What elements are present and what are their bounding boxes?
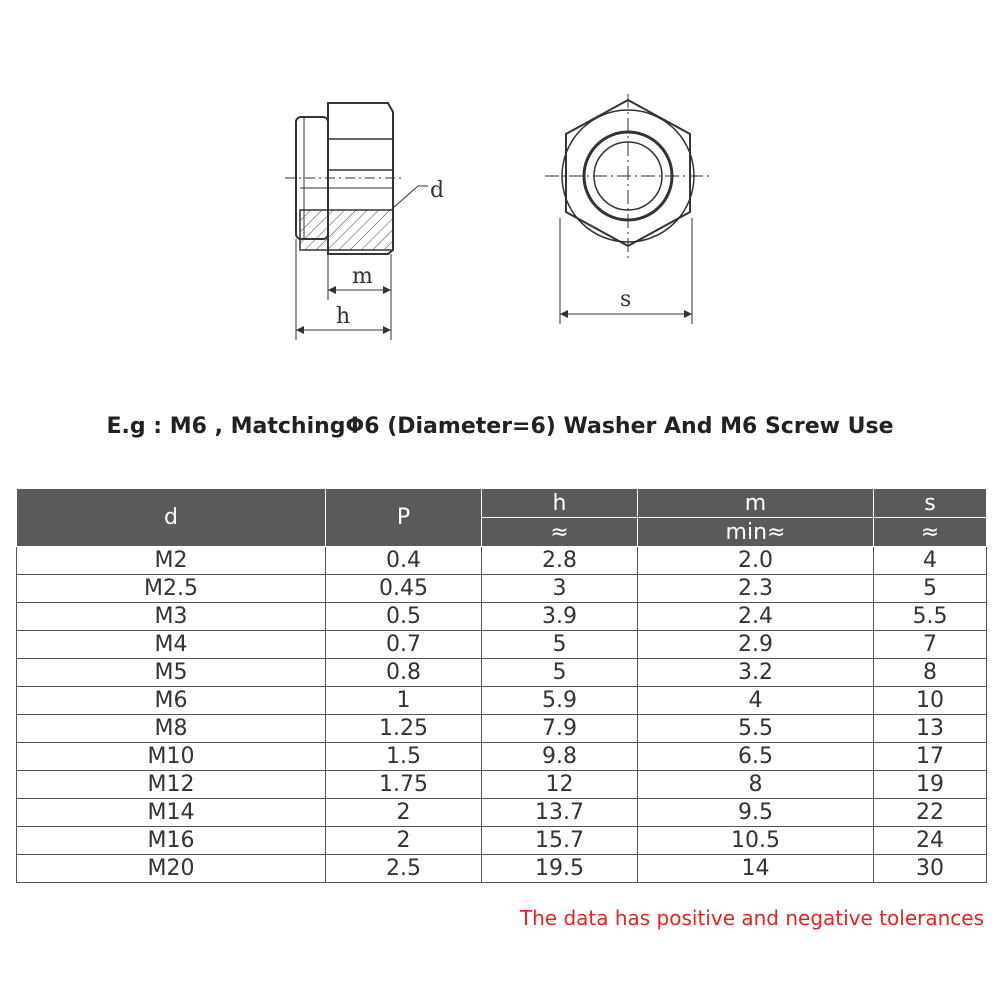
cell-d: M2 — [17, 547, 326, 575]
cell-p: 1.75 — [326, 771, 482, 799]
spec-table-body — [17, 547, 987, 883]
cell-s: 8 — [874, 659, 987, 687]
cell-p: 1 — [326, 687, 482, 715]
cell-h: 9.8 — [482, 743, 638, 771]
cell-p: 0.45 — [326, 575, 482, 603]
table-row — [17, 575, 987, 603]
cell-s: 4 — [874, 547, 987, 575]
cell-h: 2.8 — [482, 547, 638, 575]
cell-s: 10 — [874, 687, 987, 715]
cell-d: M12 — [17, 771, 326, 799]
cell-s: 30 — [874, 855, 987, 883]
cell-h: 7.9 — [482, 715, 638, 743]
cell-m: 2.9 — [638, 631, 874, 659]
table-row — [17, 547, 987, 575]
header-s: s — [874, 489, 987, 518]
cell-s: 24 — [874, 827, 987, 855]
header-h-sub: ≈ — [482, 518, 638, 547]
cell-d: M6 — [17, 687, 326, 715]
table-row — [17, 715, 987, 743]
cell-s: 5.5 — [874, 603, 987, 631]
table-row — [17, 743, 987, 771]
header-p: P — [326, 489, 482, 547]
cell-m: 14 — [638, 855, 874, 883]
cell-p: 1.5 — [326, 743, 482, 771]
cell-h: 15.7 — [482, 827, 638, 855]
header-h: h — [482, 489, 638, 518]
table-row — [17, 799, 987, 827]
cell-p: 2.5 — [326, 855, 482, 883]
cell-s: 22 — [874, 799, 987, 827]
cell-s: 13 — [874, 715, 987, 743]
cell-m: 3.2 — [638, 659, 874, 687]
cell-d: M20 — [17, 855, 326, 883]
table-row — [17, 687, 987, 715]
cell-s: 7 — [874, 631, 987, 659]
cell-p: 2 — [326, 799, 482, 827]
spec-table-header — [17, 489, 987, 547]
cell-d: M8 — [17, 715, 326, 743]
cell-h: 5.9 — [482, 687, 638, 715]
cell-h: 12 — [482, 771, 638, 799]
cell-s: 19 — [874, 771, 987, 799]
cell-p: 2 — [326, 827, 482, 855]
label-s: s — [620, 287, 632, 312]
table-row — [17, 827, 987, 855]
table-row — [17, 603, 987, 631]
header-m-sub: min≈ — [638, 518, 874, 547]
technical-drawing — [0, 0, 1000, 370]
label-d: d — [430, 178, 445, 203]
cell-m: 2.3 — [638, 575, 874, 603]
nut-side-view — [285, 103, 428, 340]
caption: E.g : M6 , MatchingΦ6 (Diameter=6) Washer And M6 Screw Use — [106, 414, 894, 439]
cell-h: 13.7 — [482, 799, 638, 827]
cell-m: 6.5 — [638, 743, 874, 771]
cell-m: 4 — [638, 687, 874, 715]
cell-m: 2.4 — [638, 603, 874, 631]
cell-d: M2.5 — [17, 575, 326, 603]
cell-m: 5.5 — [638, 715, 874, 743]
cell-p: 0.7 — [326, 631, 482, 659]
cell-p: 0.5 — [326, 603, 482, 631]
cell-h: 3 — [482, 575, 638, 603]
table-row — [17, 631, 987, 659]
header-d: d — [17, 489, 326, 547]
label-m: m — [352, 264, 373, 289]
cell-s: 5 — [874, 575, 987, 603]
cell-p: 0.8 — [326, 659, 482, 687]
table-row — [17, 855, 987, 883]
header-s-sub: ≈ — [874, 518, 987, 547]
cell-h: 5 — [482, 659, 638, 687]
tolerance-note: The data has positive and negative tolerances — [519, 906, 984, 930]
cell-d: M3 — [17, 603, 326, 631]
cell-d: M14 — [17, 799, 326, 827]
cell-p: 1.25 — [326, 715, 482, 743]
label-h: h — [336, 304, 351, 329]
cell-s: 17 — [874, 743, 987, 771]
cell-d: M5 — [17, 659, 326, 687]
spec-table — [16, 488, 987, 883]
cell-d: M10 — [17, 743, 326, 771]
cell-h: 19.5 — [482, 855, 638, 883]
cell-m: 10.5 — [638, 827, 874, 855]
table-row — [17, 771, 987, 799]
cell-h: 5 — [482, 631, 638, 659]
header-m: m — [638, 489, 874, 518]
cell-d: M4 — [17, 631, 326, 659]
cell-m: 9.5 — [638, 799, 874, 827]
table-row — [17, 659, 987, 687]
cell-p: 0.4 — [326, 547, 482, 575]
cell-d: M16 — [17, 827, 326, 855]
cell-h: 3.9 — [482, 603, 638, 631]
cell-m: 8 — [638, 771, 874, 799]
cell-m: 2.0 — [638, 547, 874, 575]
